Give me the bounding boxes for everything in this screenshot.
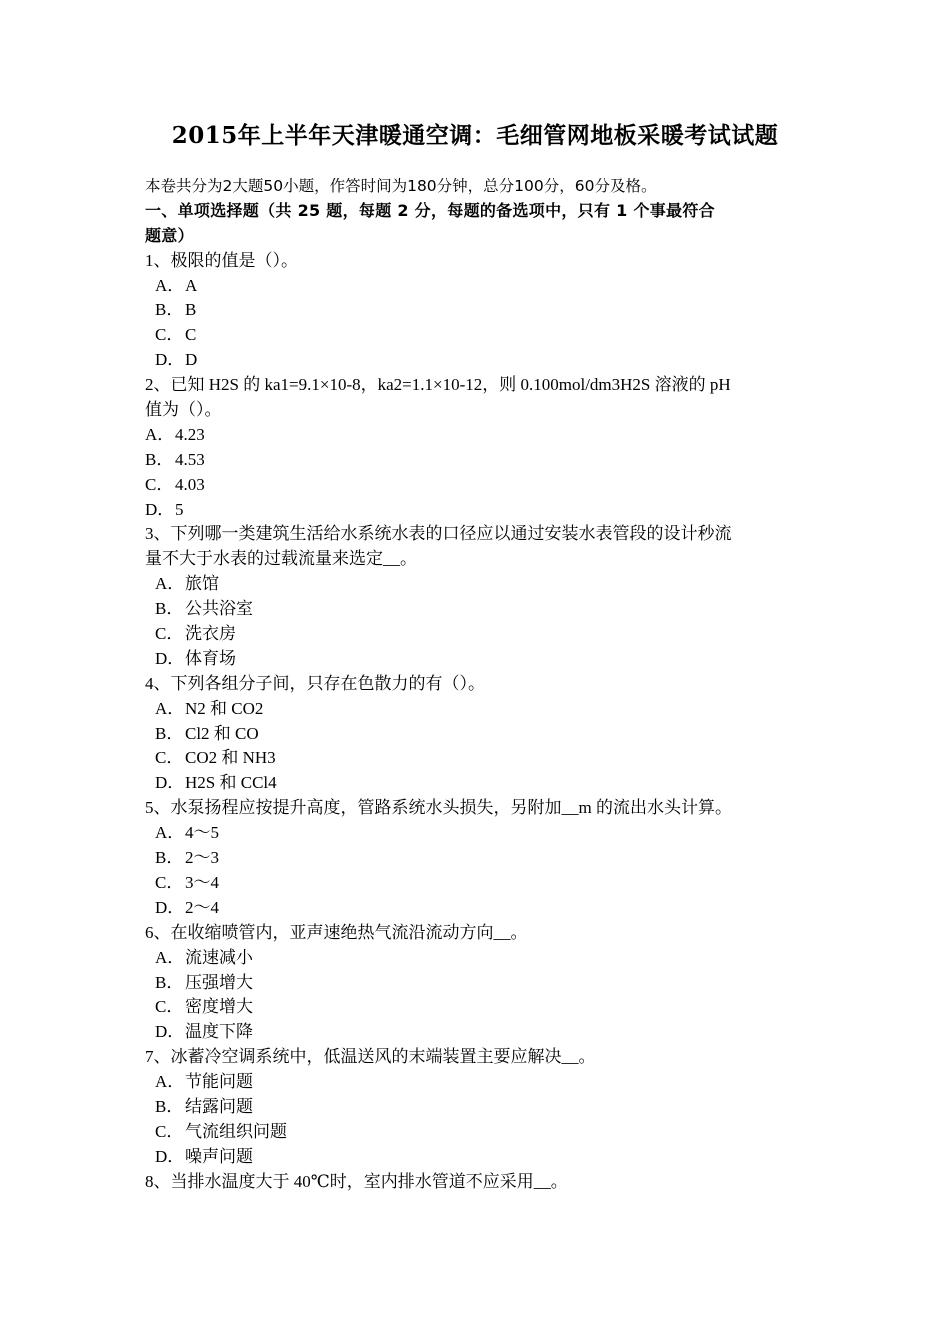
option-label: B． bbox=[155, 972, 184, 992]
option-text: 气流组织问题 bbox=[185, 1121, 287, 1141]
option-label: B． bbox=[155, 599, 184, 619]
answer-option bbox=[145, 498, 810, 523]
question-item bbox=[145, 1170, 810, 1195]
option-text: 流速减小 bbox=[185, 947, 253, 967]
exam-intro: 本卷共分为2大题50小题，作答时间为180分钟，总分100分，60分及格。 bbox=[145, 177, 657, 195]
option-label: C． bbox=[155, 1121, 184, 1141]
option-text: 噪声问题 bbox=[185, 1146, 253, 1166]
option-text: 3～4 bbox=[185, 872, 219, 892]
option-label: D． bbox=[155, 897, 185, 917]
question-stem-continued: 值为（）。 bbox=[145, 400, 222, 420]
option-text: 公共浴室 bbox=[185, 599, 253, 619]
answer-option bbox=[145, 821, 810, 846]
option-text: 4.03 bbox=[175, 474, 205, 494]
option-text: C bbox=[185, 325, 197, 345]
option-label: C． bbox=[155, 748, 184, 768]
answer-option bbox=[145, 298, 810, 323]
answer-option bbox=[145, 1070, 810, 1095]
answer-option bbox=[145, 697, 810, 722]
question-item bbox=[145, 522, 810, 671]
answer-option bbox=[145, 323, 810, 348]
option-label: D． bbox=[155, 648, 185, 668]
page-title: 2015年上半年天津暖通空调：毛细管网地板采暖考试试题 bbox=[171, 122, 779, 149]
option-text: B bbox=[185, 300, 197, 320]
answer-option bbox=[145, 971, 810, 996]
exam-content bbox=[145, 174, 810, 1195]
answer-option bbox=[145, 423, 810, 448]
section-heading: 一、单项选择题（共 25 题，每题 2 分，每题的备选项中，只有 1 个事最符合 bbox=[145, 200, 715, 220]
option-label: C． bbox=[155, 325, 184, 345]
answer-option bbox=[145, 348, 810, 373]
answer-option bbox=[145, 473, 810, 498]
question-stem: 1、极限的值是（）。 bbox=[145, 250, 298, 270]
option-text: 体育场 bbox=[185, 648, 236, 668]
option-text: 2～3 bbox=[185, 848, 219, 868]
question-stem: 7、冰蓄冷空调系统中，低温送风的末端装置主要应解决__。 bbox=[145, 1047, 596, 1067]
option-label: B． bbox=[145, 449, 174, 469]
question-stem-continued: 量不大于水表的过载流量来选定__。 bbox=[145, 549, 417, 569]
option-text: A bbox=[185, 275, 198, 295]
option-label: D． bbox=[155, 773, 185, 793]
answer-option bbox=[145, 622, 810, 647]
question-list bbox=[145, 249, 810, 1195]
option-text: 4～5 bbox=[185, 823, 219, 843]
question-item bbox=[145, 373, 810, 522]
option-text: 2～4 bbox=[185, 897, 219, 917]
option-label: C． bbox=[155, 872, 184, 892]
option-label: D． bbox=[155, 350, 185, 370]
option-text: 温度下降 bbox=[185, 1022, 253, 1042]
answer-option bbox=[145, 995, 810, 1020]
answer-option bbox=[145, 597, 810, 622]
option-text: 4.23 bbox=[175, 424, 205, 444]
answer-option bbox=[145, 871, 810, 896]
answer-option bbox=[145, 1095, 810, 1120]
option-text: Cl2 和 CO bbox=[185, 723, 259, 743]
option-label: C． bbox=[155, 997, 184, 1017]
answer-option bbox=[145, 647, 810, 672]
answer-option bbox=[145, 1120, 810, 1145]
question-stem: 8、当排水温度大于 40℃时，室内排水管道不应采用__。 bbox=[145, 1171, 568, 1191]
option-text: 4.53 bbox=[175, 449, 205, 469]
option-text: CO2 和 NH3 bbox=[185, 748, 276, 768]
option-text: D bbox=[185, 350, 198, 370]
option-text: 结露问题 bbox=[185, 1096, 253, 1116]
question-stem: 5、水泵扬程应按提升高度，管路系统水头损失，另附加__m 的流出水头计算。 bbox=[145, 798, 732, 818]
answer-option bbox=[145, 846, 810, 871]
option-text: 洗衣房 bbox=[185, 624, 236, 644]
option-text: N2 和 CO2 bbox=[185, 698, 264, 718]
question-item bbox=[145, 921, 810, 1045]
answer-option bbox=[145, 1145, 810, 1170]
option-text: 5 bbox=[175, 499, 184, 519]
option-label: B． bbox=[155, 848, 184, 868]
option-label: C． bbox=[155, 624, 184, 644]
option-text: 旅馆 bbox=[185, 574, 219, 594]
question-stem: 6、在收缩喷管内，亚声速绝热气流沿流动方向__。 bbox=[145, 922, 528, 942]
option-label: A． bbox=[145, 424, 175, 444]
answer-option bbox=[145, 448, 810, 473]
option-label: D． bbox=[155, 1022, 185, 1042]
option-label: A． bbox=[155, 823, 185, 843]
option-label: A． bbox=[155, 275, 185, 295]
question-stem: 2、已知 H2S 的 ka1=9.1×10-8，ka2=1.1×10-12，则 0.100mol/dm3H2S 溶液的 pH bbox=[145, 375, 731, 395]
option-text: 密度增大 bbox=[185, 997, 253, 1017]
question-stem: 3、下列哪一类建筑生活给水系统水表的口径应以通过安装水表管段的设计秒流 bbox=[145, 524, 732, 544]
answer-option bbox=[145, 274, 810, 299]
question-item bbox=[145, 672, 810, 796]
option-label: B． bbox=[155, 723, 184, 743]
option-label: D． bbox=[155, 1146, 185, 1166]
answer-option bbox=[145, 771, 810, 796]
option-label: C． bbox=[145, 474, 174, 494]
section-heading-continued: 题意） bbox=[145, 225, 194, 245]
option-label: B． bbox=[155, 1096, 184, 1116]
answer-option bbox=[145, 722, 810, 747]
option-text: 节能问题 bbox=[185, 1072, 253, 1092]
option-label: A． bbox=[155, 574, 185, 594]
option-label: A． bbox=[155, 947, 185, 967]
option-label: A． bbox=[155, 1072, 185, 1092]
question-item bbox=[145, 796, 810, 920]
option-label: D． bbox=[145, 499, 175, 519]
question-stem: 4、下列各组分子间，只存在色散力的有（）。 bbox=[145, 673, 485, 693]
answer-option bbox=[145, 1020, 810, 1045]
question-item bbox=[145, 249, 810, 373]
option-text: 压强增大 bbox=[185, 972, 253, 992]
option-label: A． bbox=[155, 698, 185, 718]
option-label: B． bbox=[155, 300, 184, 320]
answer-option bbox=[145, 746, 810, 771]
question-item bbox=[145, 1045, 810, 1169]
answer-option bbox=[145, 572, 810, 597]
answer-option bbox=[145, 946, 810, 971]
option-text: H2S 和 CCl4 bbox=[185, 773, 277, 793]
answer-option bbox=[145, 896, 810, 921]
